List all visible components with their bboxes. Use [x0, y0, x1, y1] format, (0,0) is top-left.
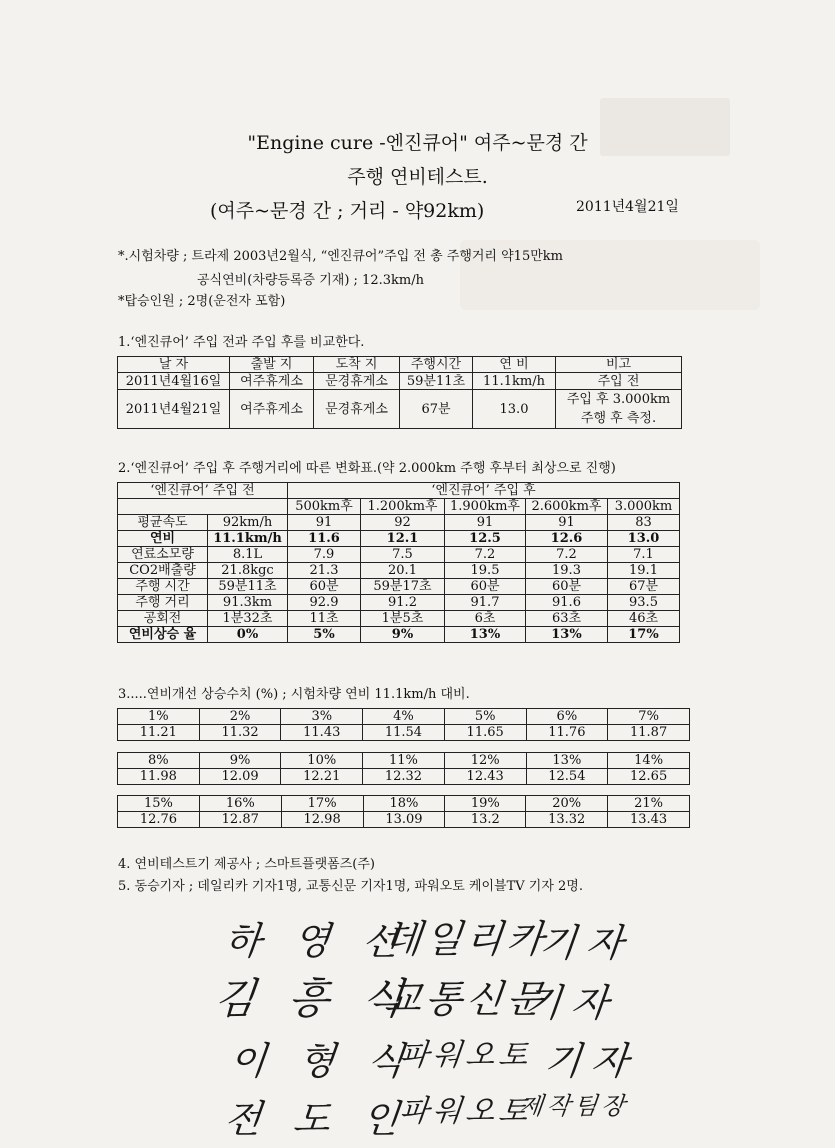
cell: 13% — [445, 627, 526, 643]
cell: 91 — [526, 515, 608, 531]
cell: 91.2 — [361, 595, 445, 611]
signature-company: 교통신문 — [382, 977, 550, 1021]
percent-cell: 9% — [199, 753, 281, 769]
table-row — [118, 547, 680, 563]
mileage-cell: 11.98 — [118, 769, 200, 785]
header-cell: 연 비 — [473, 357, 556, 373]
table-row — [118, 531, 680, 547]
cell: 91.3km — [208, 595, 288, 611]
doc-date: 2011년4월21일 — [576, 199, 679, 215]
percent-cell: 18% — [363, 796, 445, 812]
percent-cell: 4% — [363, 709, 445, 725]
percent-cell: 14% — [608, 753, 690, 769]
percent-cell: 12% — [444, 753, 526, 769]
cell: 59분11초 — [400, 373, 473, 390]
cell: 59분17초 — [361, 579, 445, 595]
cell: 7.2 — [445, 547, 526, 563]
mileage-cell: 11.76 — [526, 725, 608, 741]
mileage-cell: 11.43 — [281, 725, 363, 741]
percent-cell: 7% — [608, 709, 690, 725]
mileage-cell: 12.21 — [281, 769, 363, 785]
cell: 60분 — [445, 579, 526, 595]
cell: 2011년4월16일 — [118, 373, 230, 390]
vehicle-info: *.시험차량 ; 트라제 2003년2월식, “엔진큐어”주입 전 총 주행거리 약15만km — [118, 249, 563, 264]
mileage-cell: 12.65 — [608, 769, 690, 785]
row-label: 공회전 — [118, 611, 208, 627]
comparison-table — [117, 356, 682, 429]
cell: 93.5 — [608, 595, 680, 611]
section4-text: 4. 연비테스트기 제공사 ; 스마트플랫폼즈(주) — [118, 857, 375, 872]
cell — [556, 390, 682, 429]
cell: 92km/h — [208, 515, 288, 531]
row-label: 연료소모량 — [118, 547, 208, 563]
mileage-cell: 13.09 — [363, 812, 445, 828]
cell: 19.5 — [445, 563, 526, 579]
percent-cell: 13% — [526, 753, 608, 769]
percent-cell: 5% — [444, 709, 526, 725]
cell: 12.5 — [445, 531, 526, 547]
cell: 13.0 — [473, 390, 556, 429]
cell: 11초 — [288, 611, 361, 627]
table-header-row — [118, 357, 682, 373]
table-header-row — [118, 483, 680, 499]
cell: 60분 — [288, 579, 361, 595]
section1-heading: 1.‘엔진큐어’ 주입 전과 주입 후를 비교한다. — [118, 335, 365, 350]
cell: 12.6 — [526, 531, 608, 547]
cell: 67분 — [608, 579, 680, 595]
percent-cell: 1% — [118, 709, 200, 725]
section5-text: 5. 동승기자 ; 데일리카 기자1명, 교통신문 기자1명, 파워오토 케이블TV 기자 2명. — [118, 879, 583, 894]
doc-title-line2: 주행 연비테스트. — [347, 166, 488, 188]
table-row — [118, 390, 682, 429]
mileage-cell: 12.54 — [526, 769, 608, 785]
cell: 1분32초 — [208, 611, 288, 627]
table-row — [118, 709, 690, 725]
distance-header: 500km후 — [288, 499, 361, 515]
header-cell: 비고 — [556, 357, 682, 373]
table-header-row — [118, 499, 680, 515]
signature-name: 김 흥 식 — [212, 974, 416, 1023]
percent-cell: 21% — [608, 796, 690, 812]
header-cell: 주행시간 — [400, 357, 473, 373]
mileage-cell: 11.54 — [363, 725, 445, 741]
signature-role: 기자 — [537, 921, 636, 965]
after-label: ‘엔진큐어’ 주입 후 — [288, 483, 680, 499]
cell: 7.5 — [361, 547, 445, 563]
cell: 주입 전 — [556, 373, 682, 390]
cell: 46초 — [608, 611, 680, 627]
improvement-table — [117, 752, 690, 785]
percent-cell: 20% — [526, 796, 608, 812]
distance-header: 2.600km후 — [526, 499, 608, 515]
cell: 91.7 — [445, 595, 526, 611]
official-mileage: 공식연비(차량등록증 기재) ; 12.3km/h — [197, 273, 424, 288]
mileage-cell: 11.21 — [118, 725, 200, 741]
percent-cell: 6% — [526, 709, 608, 725]
mileage-cell: 12.87 — [199, 812, 281, 828]
row-label: 연비 — [118, 531, 208, 547]
cell: 17% — [608, 627, 680, 643]
cell: 91.6 — [526, 595, 608, 611]
mileage-cell: 12.76 — [118, 812, 200, 828]
cell — [118, 499, 288, 515]
cell: 5% — [288, 627, 361, 643]
cell: 7.9 — [288, 547, 361, 563]
cell: 7.2 — [526, 547, 608, 563]
distance-header: 1.900km후 — [445, 499, 526, 515]
table-row — [118, 812, 690, 828]
cell: 7.1 — [608, 547, 680, 563]
signature-name: 하 영 선 — [222, 919, 412, 963]
cell: 문경휴게소 — [314, 390, 400, 429]
signature-company: 데일리카 — [382, 917, 550, 961]
doc-title-line3: (여주~문경 간 ; 거리 - 약92km) — [210, 200, 485, 222]
table-row — [118, 595, 680, 611]
mileage-change-table — [117, 482, 680, 643]
cell: 13% — [526, 627, 608, 643]
passengers-info: *탑승인원 ; 2명(운전자 포함) — [118, 294, 286, 309]
cell: 91 — [445, 515, 526, 531]
doc-title-line1: "Engine cure -엔진큐어" 여주~문경 간 — [247, 132, 588, 154]
note-line: 주입 후 3.000km — [566, 392, 671, 407]
signature-company: 파워오토 — [397, 1094, 534, 1129]
cell: 92.9 — [288, 595, 361, 611]
row-label: 주행 거리 — [118, 595, 208, 611]
signature-company: 파워오토 — [397, 1038, 534, 1073]
percent-cell: 8% — [118, 753, 200, 769]
mileage-cell: 12.32 — [363, 769, 445, 785]
cell: 11.6 — [288, 531, 361, 547]
percent-cell: 15% — [118, 796, 200, 812]
percent-cell: 11% — [363, 753, 445, 769]
before-label: ‘엔진큐어’ 주입 전 — [118, 483, 288, 499]
cell: 63초 — [526, 611, 608, 627]
table-row — [118, 769, 690, 785]
cell: 여주휴게소 — [230, 390, 314, 429]
cell: 67분 — [400, 390, 473, 429]
cell: 19.1 — [608, 563, 680, 579]
row-label: 연비상승 율 — [118, 627, 208, 643]
mileage-cell: 11.65 — [444, 725, 526, 741]
cell: 11.1km/h — [208, 531, 288, 547]
table-row — [118, 373, 682, 390]
cell: 12.1 — [361, 531, 445, 547]
cell: 여주휴게소 — [230, 373, 314, 390]
cell: 21.8kgc — [208, 563, 288, 579]
row-label: CO2배출량 — [118, 563, 208, 579]
note-line: 주행 후 측정. — [580, 411, 657, 426]
cell: 11.1km/h — [473, 373, 556, 390]
distance-header: 3.000km — [608, 499, 680, 515]
mileage-cell: 11.32 — [199, 725, 281, 741]
header-cell: 도착 지 — [314, 357, 400, 373]
signature-name: 전 도 인 — [222, 1097, 412, 1141]
cell: 13.0 — [608, 531, 680, 547]
cell: 6초 — [445, 611, 526, 627]
signature-name: 이 형 식 — [227, 1039, 417, 1083]
header-cell: 날 자 — [118, 357, 230, 373]
mileage-cell: 12.43 — [444, 769, 526, 785]
cell: 8.1L — [208, 547, 288, 563]
cell: 0% — [208, 627, 288, 643]
percent-cell: 2% — [199, 709, 281, 725]
mileage-cell: 12.09 — [199, 769, 281, 785]
percent-cell: 19% — [445, 796, 526, 812]
cell: 2011년4월21일 — [118, 390, 230, 429]
signature-role: 기자 — [542, 1039, 641, 1083]
section3-heading: 3.....연비개선 상승수치 (%) ; 시험차량 연비 11.1km/h 대비. — [118, 687, 470, 702]
cell: 9% — [361, 627, 445, 643]
table-row — [118, 796, 690, 812]
signature-role: 기자 — [522, 981, 621, 1025]
cell: 1분5초 — [361, 611, 445, 627]
table-row — [118, 753, 690, 769]
cell: 83 — [608, 515, 680, 531]
table-row — [118, 563, 680, 579]
section2-heading: 2.‘엔진큐어’ 주입 후 주행거리에 따른 변화표.(약 2.000km 주행 후부터 최상으로 진행) — [118, 461, 616, 476]
mileage-cell: 12.98 — [281, 812, 363, 828]
mileage-cell: 13.43 — [608, 812, 690, 828]
cell: 20.1 — [361, 563, 445, 579]
percent-cell: 17% — [281, 796, 363, 812]
improvement-table — [117, 795, 690, 828]
cell: 21.3 — [288, 563, 361, 579]
cell: 59분11초 — [208, 579, 288, 595]
table-row — [118, 611, 680, 627]
percent-cell: 10% — [281, 753, 363, 769]
signature-role: 제작팀장 — [518, 1092, 630, 1120]
distance-header: 1.200km후 — [361, 499, 445, 515]
mileage-cell: 13.32 — [526, 812, 608, 828]
cell: 92 — [361, 515, 445, 531]
improvement-table — [117, 708, 690, 741]
table-row — [118, 515, 680, 531]
percent-cell: 16% — [199, 796, 281, 812]
row-label: 주행 시간 — [118, 579, 208, 595]
percent-cell: 3% — [281, 709, 363, 725]
table-row — [118, 627, 680, 643]
cell: 19.3 — [526, 563, 608, 579]
row-label: 평균속도 — [118, 515, 208, 531]
header-cell: 출발 지 — [230, 357, 314, 373]
mileage-cell: 13.2 — [445, 812, 526, 828]
table-row — [118, 725, 690, 741]
cell: 91 — [288, 515, 361, 531]
mileage-cell: 11.87 — [608, 725, 690, 741]
cell: 60분 — [526, 579, 608, 595]
cell: 문경휴게소 — [314, 373, 400, 390]
table-row — [118, 579, 680, 595]
